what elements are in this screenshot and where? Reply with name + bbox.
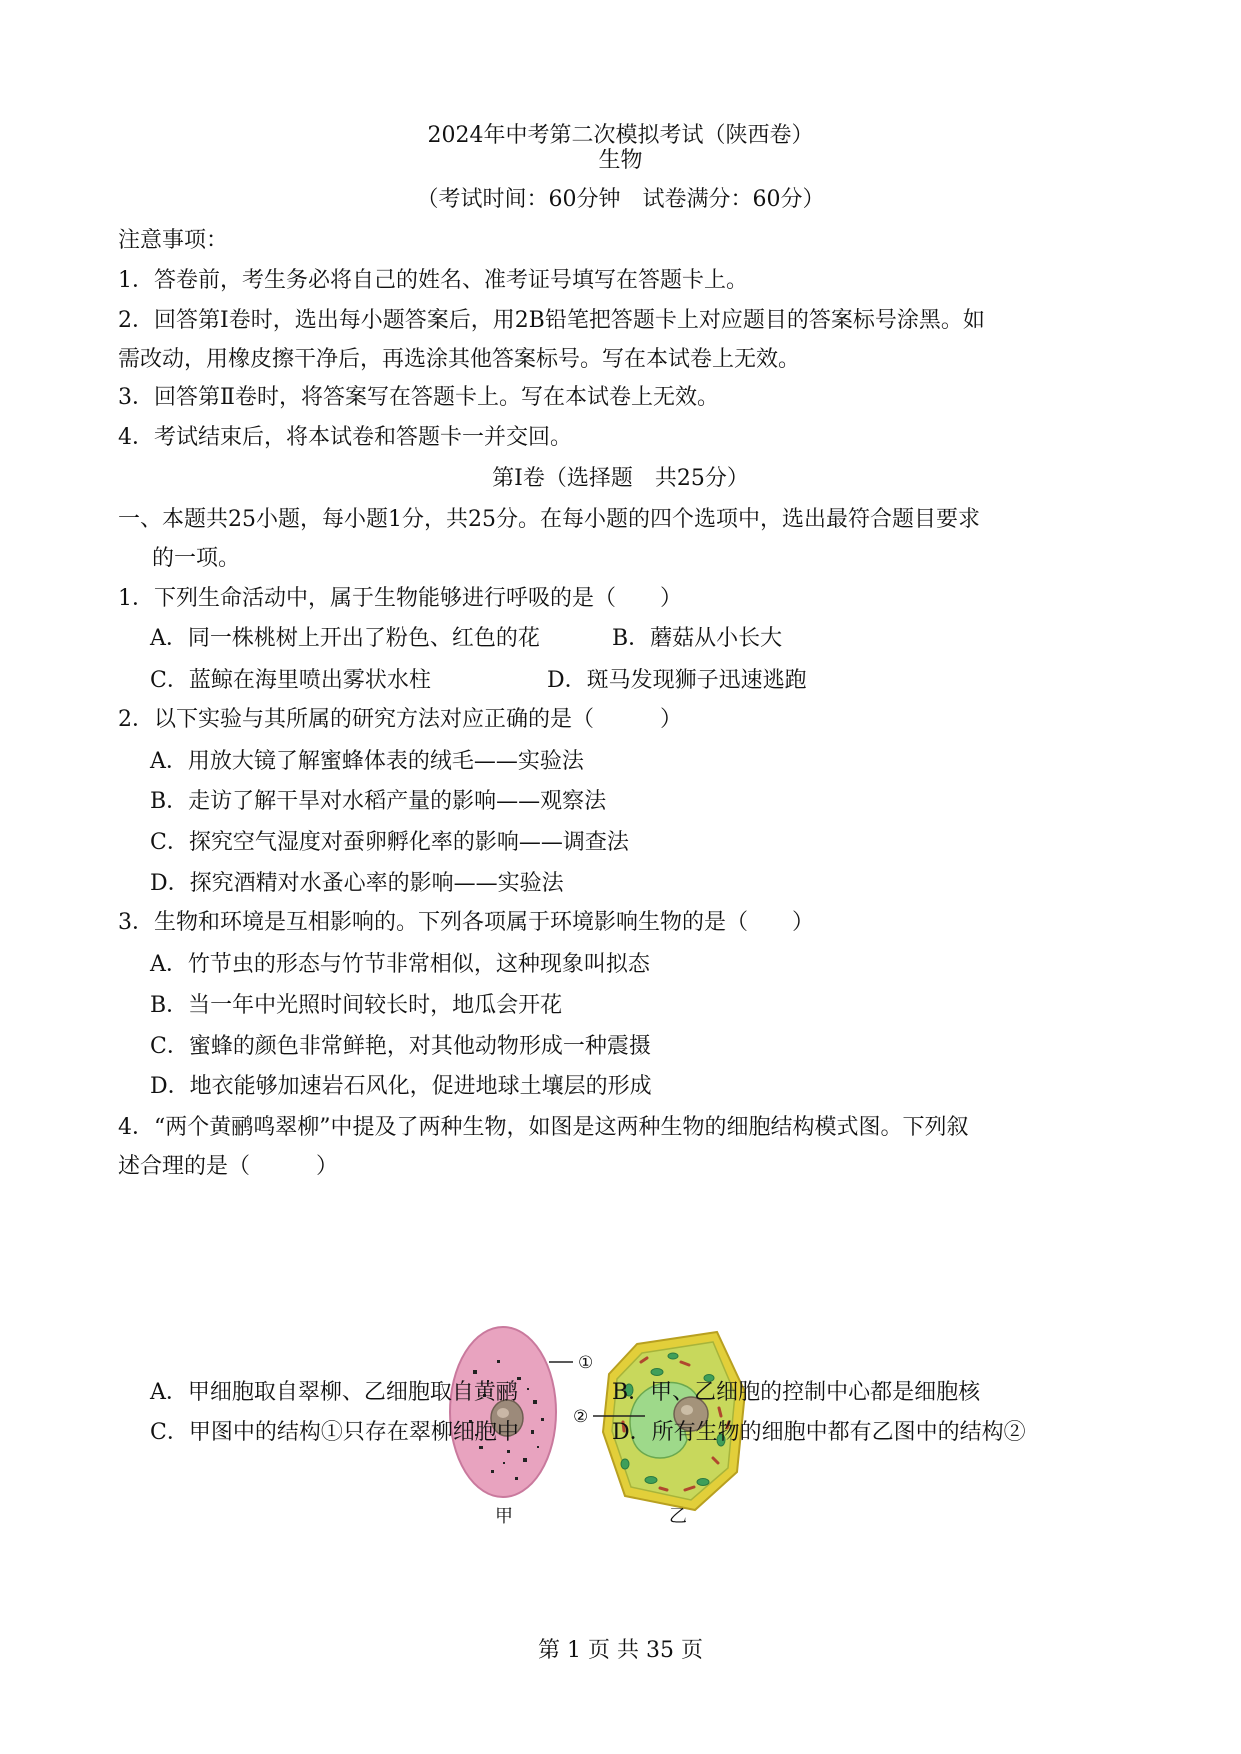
notice-heading: 注意事项： [118, 228, 229, 253]
option-c: C．蓝鲸在海里喷出雾状水柱 [150, 668, 431, 693]
question-stem: 2．以下实验与其所属的研究方法对应正确的是（ ） [118, 707, 682, 732]
question-stem: 3．生物和环境是互相影响的。下列各项属于环境影响生物的是（ ） [118, 910, 814, 935]
option-b: B．蘑菇从小长大 [612, 626, 783, 651]
option-b: B．当一年中光照时间较长时，地瓜会开花 [150, 993, 563, 1018]
notice-item: 3．回答第Ⅱ卷时，将答案写在答题卡上。写在本试卷上无效。 [118, 385, 719, 410]
option-b: B．走访了解干旱对水稻产量的影响——观察法 [150, 789, 607, 814]
option-d: D．探究酒精对水蚤心率的影响——实验法 [150, 871, 564, 896]
option-c: C．蜜蜂的颜色非常鲜艳，对其他动物形成一种震摄 [150, 1034, 651, 1059]
notice-item: 1．答卷前，考生务必将自己的姓名、准考证号填写在答题卡上。 [118, 268, 748, 293]
exam-info: （考试时间：60分钟 试卷满分：60分） [416, 187, 825, 212]
label-jia: 甲 [495, 1506, 513, 1527]
animal-cell-diagram [450, 1327, 573, 1497]
notice-item: 2．回答第Ⅰ卷时，选出每小题答案后，用2B铅笔把答题卡上对应题目的答案标号涂黑。如 [118, 308, 985, 333]
section-instruction: 一、本题共25小题，每小题1分，共25分。在每小题的四个选项中，选出最符合题目要求 [118, 507, 980, 532]
option-a: A．同一株桃树上开出了粉色、红色的花 [150, 626, 540, 651]
option-a: A．竹节虫的形态与竹节非常相似，这种现象叫拟态 [150, 952, 650, 977]
option-c: C．探究空气湿度对蚕卵孵化率的影响——调查法 [150, 830, 629, 855]
option-a: A．用放大镜了解蜜蜂体表的绒毛——实验法 [150, 749, 584, 774]
marker-2: ② [573, 1407, 589, 1427]
option-d: D．所有生物的细胞中都有乙图中的结构② [612, 1420, 1026, 1445]
option-d: D．地衣能够加速岩石风化，促进地球土壤层的形成 [150, 1074, 652, 1099]
subject-title: 生物 [598, 148, 643, 173]
option-d: D．斑马发现狮子迅速逃跑 [547, 668, 807, 693]
notice-item: 需改动，用橡皮擦干净后，再选涂其他答案标号。写在本试卷上无效。 [118, 347, 801, 372]
question-stem: 述合理的是（ ） [118, 1154, 339, 1179]
question-stem: 1．下列生命活动中，属于生物能够进行呼吸的是（ ） [118, 586, 682, 611]
option-b: B．甲、乙细胞的控制中心都是细胞核 [612, 1380, 981, 1405]
section-title: 第Ⅰ卷（选择题 共25分） [492, 466, 749, 491]
question-stem: 4．“两个黄鹂鸣翠柳”中提及了两种生物，如图是这两种生物的细胞结构模式图。下列叙 [118, 1115, 969, 1140]
option-a: A．甲细胞取自翠柳、乙细胞取自黄鹂 [150, 1380, 518, 1405]
section-instruction: 的一项。 [152, 546, 241, 571]
page-number: 第 1 页 共 35 页 [538, 1638, 703, 1663]
option-c: C．甲图中的结构①只存在翠柳细胞中 [150, 1420, 519, 1445]
exam-title: 2024年中考第二次模拟考试（陕西卷） [427, 123, 814, 148]
notice-item: 4．考试结束后，将本试卷和答题卡一并交回。 [118, 425, 572, 450]
marker-1: ① [578, 1353, 594, 1373]
label-yi: 乙 [669, 1506, 687, 1527]
